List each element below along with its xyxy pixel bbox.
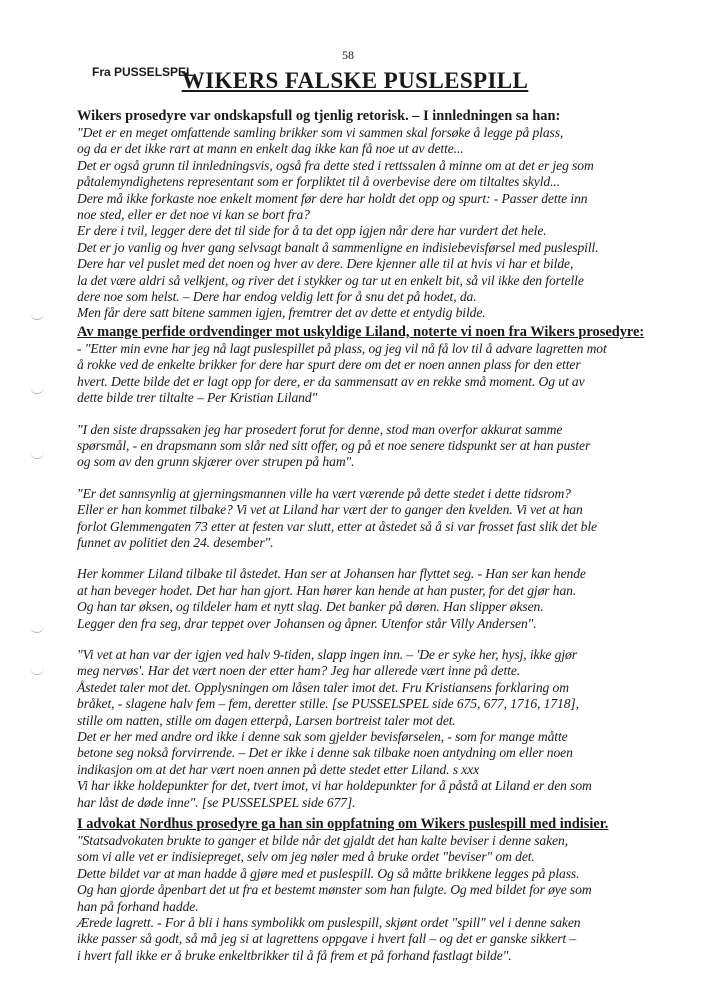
section-heading: Av mange perfide ordvendinger mot uskyldige Liland, noterte vi noen fra Wikers prosedyre:: [77, 323, 645, 340]
text-line: at han beveger hodet. Det har han gjort. Han hører kan hende at han puster, for det gjør han.: [77, 582, 577, 598]
text-line: dette bilde trer tiltalte – Per Kristian Liland": [77, 390, 318, 406]
text-line: og som av den grunn skjærer over strupen på ham".: [77, 454, 355, 470]
source-label: Fra PUSSELSPEL: [92, 65, 194, 79]
text-line: "Vi vet at han var der igjen ved halv 9-tiden, slapp ingen inn. – 'De er syke her, hysj, ikke gjør: [77, 646, 577, 662]
text-line: Legger den fra seg, drar teppet over Johansen og åpner. Utenfor står Villy Andersen".: [77, 615, 537, 631]
text-line: "I den siste drapssaken jeg har prosedert forut for denne, stod man overfor akkurat samme: [77, 421, 563, 437]
text-line: forlot Glemmengaten 73 etter at festen var slutt, etter at åstedet så å si var frosset fast slik det ble: [77, 518, 597, 534]
punch-hole-mark: [30, 626, 44, 633]
text-line: indikasjon om at det har vært noen annen på dette stedet etter Liland. s xxx: [77, 761, 480, 777]
punch-hole-mark: [30, 387, 44, 394]
text-line: Det er jo vanlig og hver gang selvsagt banalt å sammenligne en indisiebevisførsel med puslespill.: [77, 239, 599, 255]
text-line: bråket, - slagene halv fem – fem, deretter stille. [se PUSSELSPEL side 675, 677, 1716, 1718],: [77, 696, 579, 712]
text-line: Og han gjorde åpenbart det ut fra et bestemt mønster som han fulgte. Og med bildet for øye som: [77, 882, 592, 898]
section-2-text: [77, 341, 657, 811]
text-line: betone seg nokså forvirrende. – Det er ikke i denne sak tilbake noen antydning om eller noen: [77, 745, 573, 761]
text-line: "Statsadvokaten brukte to ganger et bilde når det gjaldt det han kalte beviser i denne saken,: [77, 833, 568, 849]
text-line: Eller er han kommet tilbake? Vi vet at Liland har vært der to ganger den kvelden. Vi vet at han: [77, 502, 583, 518]
text-line: å rokke ved de enkelte brikker for dere har spurt dere om det er noen annen plass for den etter: [77, 357, 581, 373]
text-line: dere noe som helst. – Dere har endog veldig lett for å snu det på hodet, da.: [77, 289, 477, 305]
text-line: Vi har ikke holdepunkter for det, tvert imot, vi har holdepunkter for å påstå at Liland er den som: [77, 778, 592, 794]
punch-hole-mark: [30, 452, 44, 459]
document-body: [77, 108, 657, 964]
text-line: påtalemyndighetens representant som er forpliktet til å overbevise dere om tiltaltes skyld...: [77, 174, 560, 190]
text-line: Dere må ikke forkaste noe enkelt moment før dere har holdt det opp og spurt: - Passer dette inn: [77, 190, 588, 206]
text-line: ikke passer så godt, så må jeg si at lagrettens oppgave i hvert fall – og det er ganske sikkert –: [77, 931, 577, 947]
text-line: "Det er en meget omfattende samling brikker som vi sammen skal forsøke å legge på plass,: [77, 125, 564, 140]
section-3-text: [77, 833, 657, 964]
text-line: Det er også grunn til innledningsvis, også fra dette sted i rettssalen å minne om at det er jeg som: [77, 157, 594, 173]
punch-hole-mark: [30, 668, 44, 675]
text-line: spørsmål, - en drapsmann som slår ned sitt offer, og på et noe senere tidspunkt ser at han puster: [77, 437, 591, 453]
text-line: Men får dere satt bitene sammen igjen, fremtrer det av dette et entydig bilde.: [77, 305, 486, 321]
text-line: Åstedet taler mot det. Opplysningen om låsen taler imot det. Fru Kristiansens forklaring om: [77, 679, 569, 695]
paragraph-gap: [77, 407, 657, 422]
text-line: Og han tar øksen, og tildeler ham et nytt slag. Det banker på døren. Han slipper øksen.: [77, 599, 544, 615]
text-line: Her kommer Liland tilbake til åstedet. Han ser at Johansen har flyttet seg. - Han ser kan hende: [77, 566, 586, 582]
text-line: i hvert fall ikke er å bruke enkeltbrikker til å få frem et på forhand fastlagt bilde".: [77, 947, 512, 963]
text-line: funnet av politiet den 24. desember".: [77, 534, 274, 550]
paragraph-gap: [77, 551, 657, 566]
text-line: Er dere i tvil, legger dere det til side for å ta det opp igjen når dere har vurdert det hele.: [77, 223, 547, 239]
text-line: stille om natten, stille om dagen etterpå, Larsen bortreist taler mot det.: [77, 712, 456, 728]
text-line: hvert. Dette bilde det er lagt opp for dere, er da sammensatt av en rekke små moment. Og ut av: [77, 373, 585, 389]
section-1-text: [77, 125, 657, 322]
text-line: la det være aldri så velkjent, og river det i stykker og tar ut en enkelt bit, så vil ikke den fortelle: [77, 272, 584, 288]
punch-hole-mark: [30, 313, 44, 320]
text-line: meg nervøs'. Har det vært noen der etter ham? Jeg har allerede vært inne på dette.: [77, 663, 521, 679]
text-line: - "Etter min evne har jeg nå lagt puslespillet på plass, og jeg vil nå få lov til å advare lagretten mot: [77, 340, 607, 356]
paragraph-gap: [77, 632, 657, 647]
text-line: Dere har vel puslet med det noen og hver av dere. Dere kjenner alle til at hvis vi har et bilde,: [77, 256, 574, 272]
text-line: har låst de døde inne". [se PUSSELSPEL side 677].: [77, 794, 356, 810]
text-line: "Er det sannsynlig at gjerningsmannen ville ha vært værende på dette stedet i dette tidsrom?: [77, 485, 571, 501]
text-line: som vi alle vet er indisiepreget, selv om jeg nøler med å bruke ordet "beviser" om det.: [77, 849, 535, 865]
text-line: Ærede lagrett. - For å bli i hans symbolikk om puslespill, skjønt ordet "spill" vel i denne saken: [77, 915, 581, 931]
paragraph-gap: [77, 471, 657, 486]
text-line: noe sted, eller er det noe vi kan se bort fra?: [77, 207, 310, 223]
text-line: Dette bildet var at man hadde å gjøre med et puslespill. Og så måtte brikkene legges på plass.: [77, 865, 580, 881]
page-number: 58: [342, 48, 354, 62]
text-line: Det er her med andre ord ikke i denne sak som gjelder bevisførselen, - som for mange måtte: [77, 729, 568, 744]
section-heading: Wikers prosedyre var ondskapsfull og tjenlig retorisk. – I innledningen sa han:: [77, 108, 561, 124]
page-title: WIKERS FALSKE PUSLESPILL: [181, 68, 529, 93]
text-line: og da er det ikke rart at mann en enkelt dag ikke kan få noe ut av dette...: [77, 141, 464, 157]
section-heading: I advokat Nordhus prosedyre ga han sin oppfatning om Wikers puslespill med indisier.: [77, 816, 609, 833]
text-line: han på forhand hadde.: [77, 898, 199, 914]
